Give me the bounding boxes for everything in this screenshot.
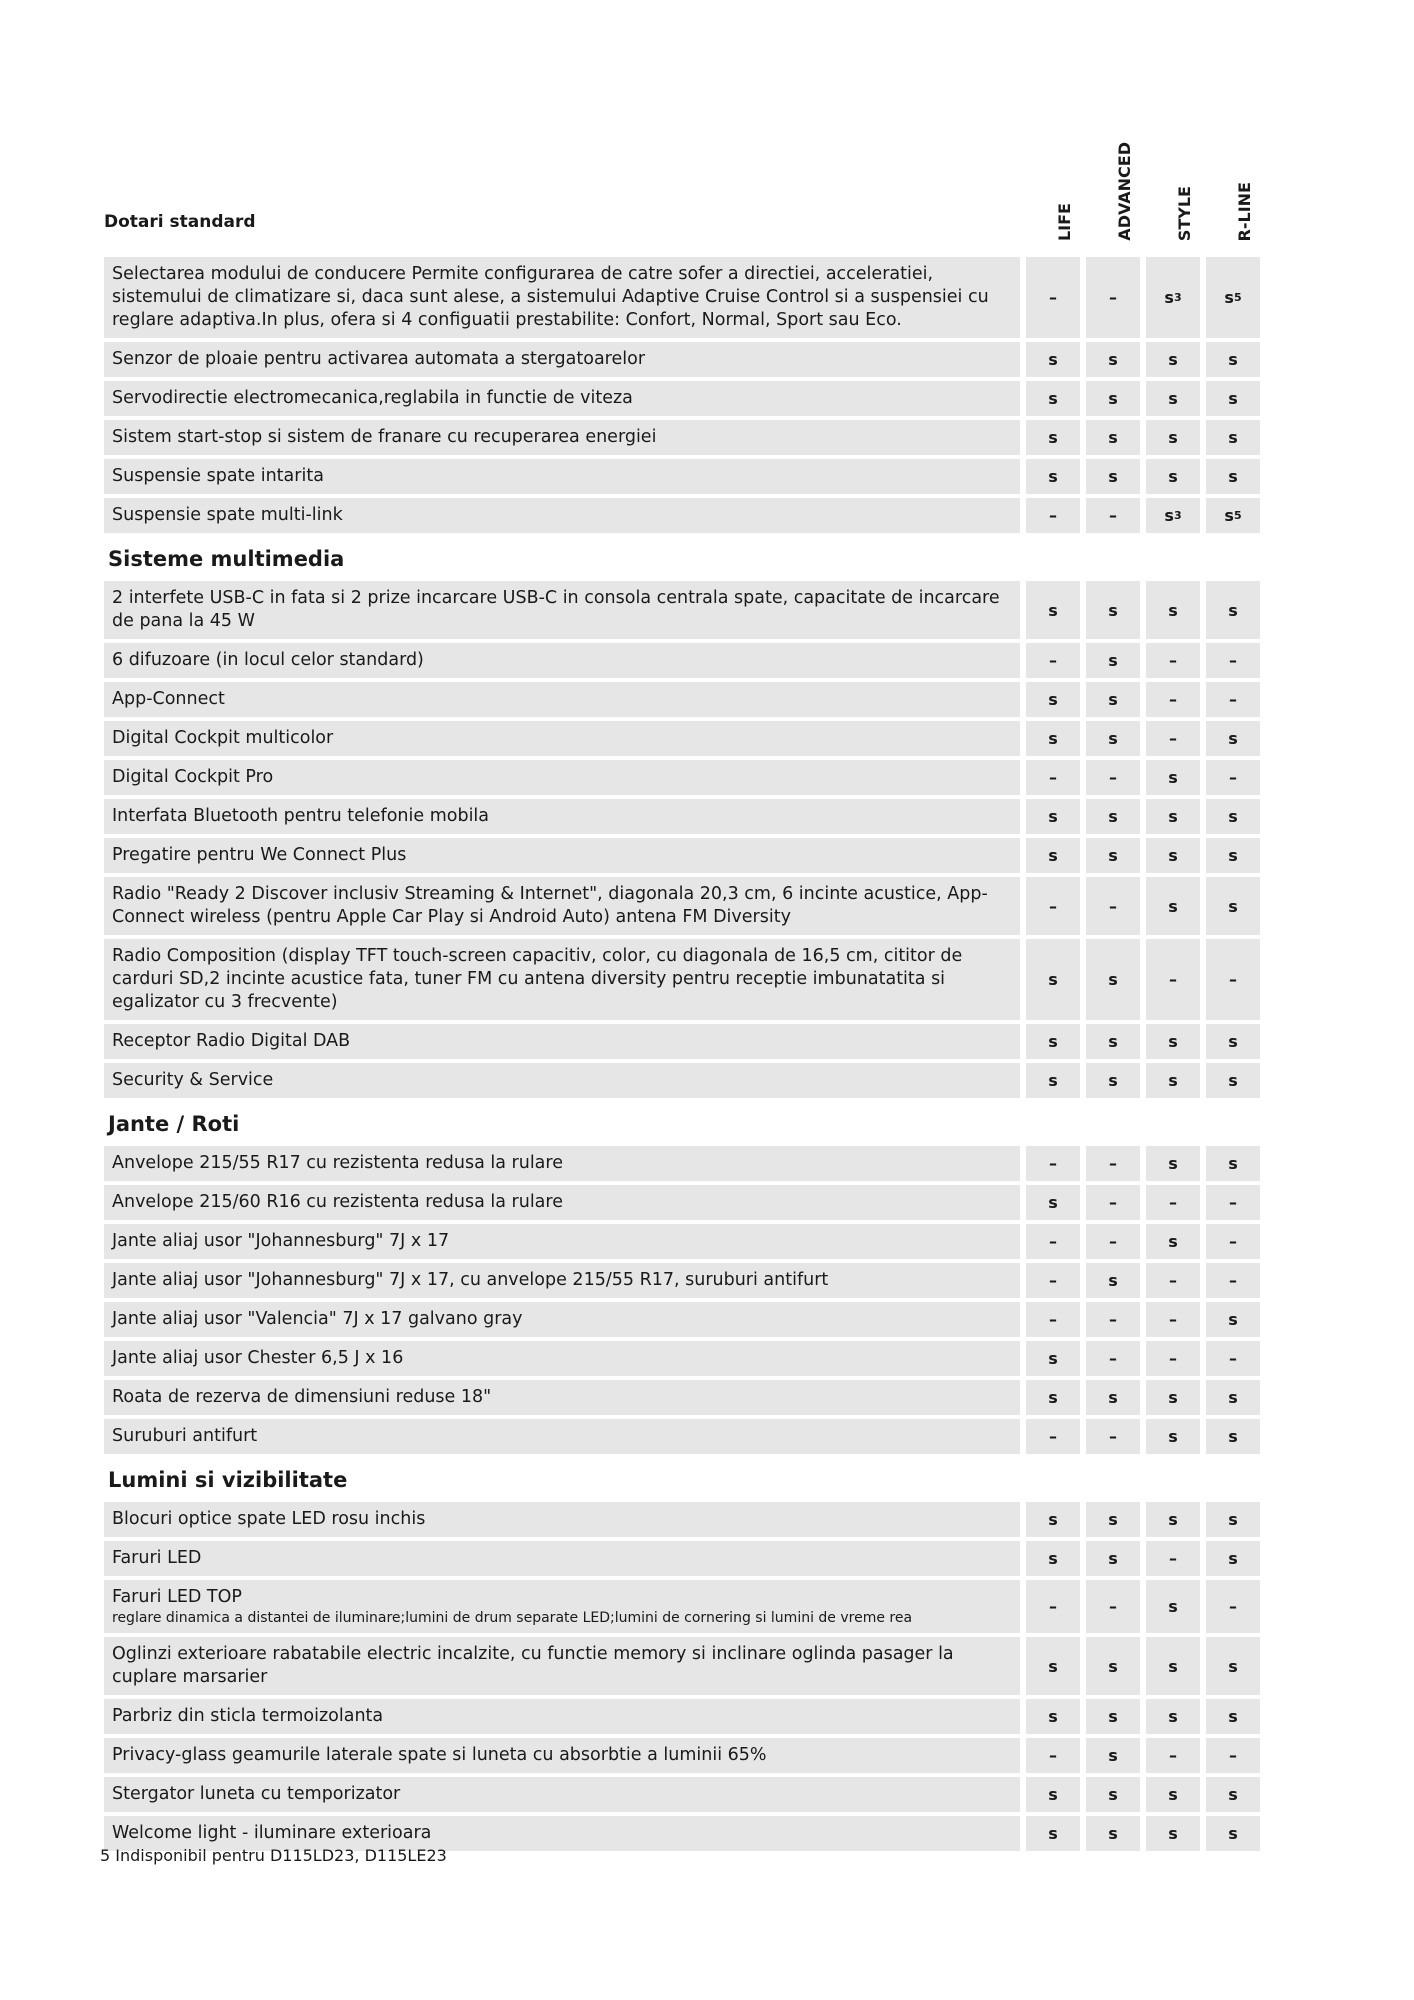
table-row	[104, 1738, 1322, 1773]
availability-cell: –	[1206, 939, 1260, 1020]
availability-cell: s	[1086, 459, 1140, 494]
availability-cell: s	[1146, 342, 1200, 377]
availability-cell: –	[1026, 1146, 1080, 1181]
availability-cell: s	[1086, 1816, 1140, 1851]
availability-cell: s	[1206, 838, 1260, 873]
table-row	[104, 498, 1322, 533]
availability-cell: s	[1086, 420, 1140, 455]
availability-cell: –	[1026, 1419, 1080, 1454]
availability-cell: s	[1026, 1380, 1080, 1415]
feature-cell	[104, 381, 1020, 416]
availability-cell: s	[1026, 1341, 1080, 1376]
availability-cell: –	[1206, 1185, 1260, 1220]
table-row	[104, 721, 1322, 756]
feature-cell	[104, 1024, 1020, 1059]
availability-cell: –	[1146, 682, 1200, 717]
availability-cell: s	[1086, 1738, 1140, 1773]
availability-cell: s	[1026, 838, 1080, 873]
feature-label: Welcome light - iluminare exterioara	[112, 1823, 432, 1843]
feature-label: 6 difuzoare (in locul celor standard)	[112, 650, 424, 670]
feature-cell	[104, 1146, 1020, 1181]
availability-cell: –	[1026, 498, 1080, 533]
availability-cell: –	[1086, 1146, 1140, 1181]
availability-cell: s	[1146, 1419, 1200, 1454]
table-row	[104, 877, 1322, 935]
availability-cell: s	[1146, 420, 1200, 455]
feature-label: Jante aliaj usor "Valencia" 7J x 17 galvano gray	[112, 1309, 523, 1329]
availability-cell: s	[1026, 799, 1080, 834]
availability-cell: –	[1086, 257, 1140, 338]
feature-label: Faruri LED	[112, 1548, 202, 1568]
availability-cell: –	[1086, 1341, 1140, 1376]
feature-label: Suspensie spate intarita	[112, 466, 324, 486]
availability-cell: –	[1026, 1302, 1080, 1337]
feature-cell	[104, 877, 1020, 935]
availability-cell: –	[1026, 257, 1080, 338]
feature-label: Digital Cockpit multicolor	[112, 728, 334, 748]
availability-cell: s	[1146, 1502, 1200, 1537]
feature-cell	[104, 721, 1020, 756]
availability-cell: s	[1206, 581, 1260, 639]
feature-label: Interfata Bluetooth pentru telefonie mobila	[112, 806, 490, 826]
table-row	[104, 1024, 1322, 1059]
availability-cell: –	[1206, 643, 1260, 678]
feature-cell	[104, 1302, 1020, 1337]
feature-cell	[104, 257, 1020, 338]
availability-cell: –	[1026, 1263, 1080, 1298]
availability-cell: –	[1086, 1224, 1140, 1259]
feature-label: Selectarea modului de conducere Permite configurarea de catre sofer a directiei, acceleratiei, sistemului de climatizare si, daca sunt alese, a sistemului Adaptive Cruise Control si a suspensiei cu reglare adaptiva.In plus, ofera si 4 configuatii prestabilite: Confort, Normal, Sport sau Eco.	[112, 264, 989, 330]
feature-cell	[104, 1738, 1020, 1773]
availability-cell: s	[1206, 721, 1260, 756]
availability-cell: s	[1086, 1541, 1140, 1576]
table-row	[104, 1185, 1322, 1220]
availability-cell: s	[1146, 838, 1200, 873]
availability-cell: –	[1146, 1185, 1200, 1220]
feature-cell	[104, 643, 1020, 678]
availability-cell: s	[1206, 459, 1260, 494]
availability-cell: s	[1206, 1816, 1260, 1851]
feature-cell	[104, 838, 1020, 873]
availability-cell: s	[1086, 1063, 1140, 1098]
feature-label: Senzor de ploaie pentru activarea automata a stergatoarelor	[112, 349, 646, 369]
availability-cell: –	[1206, 760, 1260, 795]
availability-cell: s	[1206, 1637, 1260, 1695]
availability-cell: s	[1206, 1699, 1260, 1734]
availability-cell: –	[1146, 721, 1200, 756]
feature-cell	[104, 342, 1020, 377]
availability-cell: –	[1086, 760, 1140, 795]
availability-cell: s	[1146, 381, 1200, 416]
feature-cell	[104, 459, 1020, 494]
feature-label: Jante aliaj usor "Johannesburg" 7J x 17, cu anvelope 215/55 R17, suruburi antifurt	[112, 1270, 829, 1290]
availability-cell: –	[1086, 1302, 1140, 1337]
feature-label: Digital Cockpit Pro	[112, 767, 274, 787]
availability-cell: s	[1026, 1502, 1080, 1537]
table-row	[104, 1146, 1322, 1181]
availability-cell: s	[1146, 1580, 1200, 1633]
table-row	[104, 643, 1322, 678]
feature-label: Receptor Radio Digital DAB	[112, 1031, 351, 1051]
availability-cell: –	[1206, 1341, 1260, 1376]
availability-cell: –	[1146, 1302, 1200, 1337]
feature-label: Stergator luneta cu temporizator	[112, 1784, 401, 1804]
availability-cell: –	[1026, 877, 1080, 935]
availability-cell: s	[1146, 1024, 1200, 1059]
table-row	[104, 1699, 1322, 1734]
availability-cell: s	[1146, 1224, 1200, 1259]
availability-cell: s	[1086, 1380, 1140, 1415]
availability-cell: s	[1086, 721, 1140, 756]
availability-cell: –	[1206, 682, 1260, 717]
column-header-style: STYLE	[1174, 185, 1194, 241]
feature-label: Faruri LED TOP	[112, 1587, 242, 1607]
availability-cell: –	[1026, 643, 1080, 678]
availability-cell: –	[1086, 1185, 1140, 1220]
table-body	[104, 257, 1322, 1851]
availability-cell: –	[1086, 1419, 1140, 1454]
table-row	[104, 838, 1322, 873]
feature-label: Servodirectie electromecanica,reglabila in functie de viteza	[112, 388, 633, 408]
column-header-r-line: R-LINE	[1234, 181, 1254, 241]
feature-label: Jante aliaj usor "Johannesburg" 7J x 17	[112, 1231, 450, 1251]
feature-cell	[104, 1699, 1020, 1734]
availability-cell: s	[1206, 1502, 1260, 1537]
availability-cell: s	[1146, 1146, 1200, 1181]
feature-label: Suspensie spate multi-link	[112, 505, 343, 525]
feature-label: Suruburi antifurt	[112, 1426, 258, 1446]
availability-cell: s	[1086, 939, 1140, 1020]
feature-cell	[104, 420, 1020, 455]
availability-cell: –	[1086, 877, 1140, 935]
table-row	[104, 1637, 1322, 1695]
feature-cell	[104, 1224, 1020, 1259]
availability-cell: –	[1026, 760, 1080, 795]
availability-cell: s	[1026, 381, 1080, 416]
availability-cell: s	[1206, 1541, 1260, 1576]
availability-cell: –	[1206, 1224, 1260, 1259]
availability-cell: s	[1026, 939, 1080, 1020]
table-row	[104, 1502, 1322, 1537]
feature-cell	[104, 682, 1020, 717]
table-row	[104, 760, 1322, 795]
table-row	[104, 1777, 1322, 1812]
table-row	[104, 1224, 1322, 1259]
availability-cell: –	[1026, 1580, 1080, 1633]
table-row	[104, 1263, 1322, 1298]
feature-label: Parbriz din sticla termoizolanta	[112, 1706, 384, 1726]
table-row	[104, 257, 1322, 338]
availability-cell: s	[1206, 1146, 1260, 1181]
availability-cell: s	[1086, 682, 1140, 717]
availability-cell: s	[1086, 643, 1140, 678]
feature-cell	[104, 939, 1020, 1020]
availability-cell: s	[1146, 1063, 1200, 1098]
table-row	[104, 1580, 1322, 1633]
feature-cell	[104, 1541, 1020, 1576]
feature-cell	[104, 1380, 1020, 1415]
table-row	[104, 1541, 1322, 1576]
availability-cell: s	[1026, 1637, 1080, 1695]
section-title: Sisteme multimedia	[108, 547, 345, 571]
availability-cell: s	[1026, 420, 1080, 455]
table-row	[104, 682, 1322, 717]
availability-cell: s	[1086, 1777, 1140, 1812]
availability-cell: s	[1206, 1063, 1260, 1098]
feature-label: 2 interfete USB-C in fata si 2 prize incarcare USB-C in consola centrala spate, capacitate de incarcare de pana la 45 W	[112, 588, 1000, 631]
availability-cell: s	[1026, 1541, 1080, 1576]
availability-cell: s	[1146, 1380, 1200, 1415]
feature-label: Radio "Ready 2 Discover inclusiv Streaming & Internet", diagonala 20,3 cm, 6 incinte acustice, App-Connect wireless (pentru Apple Car Play si Android Auto) antena FM Diversity	[112, 884, 988, 927]
feature-cell	[104, 760, 1020, 795]
availability-cell: –	[1146, 643, 1200, 678]
availability-cell: s	[1086, 342, 1140, 377]
table-row	[104, 1419, 1322, 1454]
availability-cell: s	[1026, 459, 1080, 494]
availability-cell: s	[1026, 1185, 1080, 1220]
availability-cell: s	[1206, 1024, 1260, 1059]
feature-label: Privacy-glass geamurile laterale spate si luneta cu absorbtie a luminii 65%	[112, 1745, 767, 1765]
feature-label: Roata de rezerva de dimensiuni reduse 18"	[112, 1387, 492, 1407]
table-row	[104, 1063, 1322, 1098]
availability-cell: s	[1026, 721, 1080, 756]
availability-cell: s 5	[1206, 257, 1260, 338]
availability-cell: s	[1146, 1816, 1200, 1851]
feature-cell	[104, 1341, 1020, 1376]
availability-cell: s	[1026, 1777, 1080, 1812]
feature-label: Radio Composition (display TFT touch-screen capacitiv, color, cu diagonala de 16,5 cm, cititor de carduri SD,2 incinte acustice fata, tuner FM cu antena diversity pentru receptie imbunatatita si egalizator cu 3 frecvente)	[112, 946, 963, 1012]
availability-cell: s	[1026, 581, 1080, 639]
feature-label: Oglinzi exterioare rabatabile electric incalzite, cu functie memory si inclinare oglinda pasager la cuplare marsarier	[112, 1644, 954, 1687]
column-header-life: LIFE	[1054, 202, 1074, 241]
availability-cell: s	[1146, 799, 1200, 834]
availability-cell: s	[1146, 1777, 1200, 1812]
feature-cell	[104, 1419, 1020, 1454]
table-row	[104, 1302, 1322, 1337]
availability-cell: –	[1086, 1580, 1140, 1633]
availability-cell: s	[1206, 799, 1260, 834]
availability-cell: –	[1146, 1738, 1200, 1773]
availability-cell: s	[1026, 1816, 1080, 1851]
table-row	[104, 1341, 1322, 1376]
feature-cell	[104, 1580, 1020, 1633]
availability-cell: s	[1206, 420, 1260, 455]
equipment-table	[104, 142, 1322, 1855]
footnote: 5 Indisponibil pentru D115LD23, D115LE23	[100, 1846, 447, 1865]
availability-cell: s	[1026, 1063, 1080, 1098]
feature-label: Sistem start-stop si sistem de franare cu recuperarea energiei	[112, 427, 657, 447]
feature-label: Pregatire pentru We Connect Plus	[112, 845, 407, 865]
availability-cell: –	[1146, 1341, 1200, 1376]
availability-cell: s	[1206, 381, 1260, 416]
availability-cell: s	[1086, 1699, 1140, 1734]
availability-cell: s	[1206, 1380, 1260, 1415]
feature-cell	[104, 1263, 1020, 1298]
table-row	[104, 1380, 1322, 1415]
availability-cell: s	[1086, 1502, 1140, 1537]
table-title: Dotari standard	[104, 212, 256, 232]
column-header-advanced: ADVANCED	[1114, 142, 1134, 241]
availability-cell: –	[1026, 1738, 1080, 1773]
availability-cell: –	[1206, 1580, 1260, 1633]
availability-cell: s	[1026, 1699, 1080, 1734]
availability-cell: s	[1146, 581, 1200, 639]
availability-cell: –	[1086, 498, 1140, 533]
availability-cell: s	[1086, 1637, 1140, 1695]
availability-cell: s 3	[1146, 257, 1200, 338]
feature-cell	[104, 1777, 1020, 1812]
availability-cell: –	[1146, 1541, 1200, 1576]
feature-sublabel: reglare dinamica a distantei de iluminare;lumini de drum separate LED;lumini de cornering si lumini de vreme rea	[112, 1610, 913, 1626]
availability-cell: s	[1206, 1419, 1260, 1454]
feature-label: Jante aliaj usor Chester 6,5 J x 16	[112, 1348, 404, 1368]
availability-cell: s	[1086, 1024, 1140, 1059]
table-row	[104, 342, 1322, 377]
availability-cell: –	[1026, 1224, 1080, 1259]
table-row	[104, 799, 1322, 834]
section-title: Lumini si vizibilitate	[108, 1468, 348, 1492]
feature-label: Security & Service	[112, 1070, 274, 1090]
availability-cell: s	[1206, 1777, 1260, 1812]
availability-cell: s	[1206, 342, 1260, 377]
section-title: Jante / Roti	[108, 1112, 240, 1136]
table-header	[104, 142, 1322, 257]
availability-cell: s	[1086, 581, 1140, 639]
availability-cell: –	[1206, 1263, 1260, 1298]
availability-cell: s 3	[1146, 498, 1200, 533]
availability-cell: s	[1026, 1024, 1080, 1059]
availability-cell: s	[1146, 1637, 1200, 1695]
availability-cell: s	[1086, 838, 1140, 873]
feature-cell	[104, 1185, 1020, 1220]
feature-label: Blocuri optice spate LED rosu inchis	[112, 1509, 426, 1529]
table-row	[104, 939, 1322, 1020]
feature-label: Anvelope 215/60 R16 cu rezistenta redusa la rulare	[112, 1192, 563, 1212]
feature-label: Anvelope 215/55 R17 cu rezistenta redusa la rulare	[112, 1153, 563, 1173]
table-row	[104, 420, 1322, 455]
availability-cell: s	[1086, 799, 1140, 834]
feature-cell	[104, 799, 1020, 834]
availability-cell: s 5	[1206, 498, 1260, 533]
table-row	[104, 459, 1322, 494]
feature-label: App-Connect	[112, 689, 225, 709]
availability-cell: s	[1146, 459, 1200, 494]
availability-cell: s	[1146, 760, 1200, 795]
availability-cell: s	[1026, 342, 1080, 377]
availability-cell: s	[1086, 381, 1140, 416]
availability-cell: s	[1086, 1263, 1140, 1298]
availability-cell: s	[1146, 1699, 1200, 1734]
availability-cell: s	[1206, 877, 1260, 935]
availability-cell: –	[1206, 1738, 1260, 1773]
feature-cell	[104, 581, 1020, 639]
table-row	[104, 381, 1322, 416]
table-row	[104, 581, 1322, 639]
availability-cell: –	[1146, 1263, 1200, 1298]
feature-cell	[104, 498, 1020, 533]
availability-cell: s	[1026, 682, 1080, 717]
availability-cell: s	[1146, 877, 1200, 935]
feature-cell	[104, 1063, 1020, 1098]
availability-cell: –	[1146, 939, 1200, 1020]
feature-cell	[104, 1637, 1020, 1695]
availability-cell: s	[1206, 1302, 1260, 1337]
feature-cell	[104, 1502, 1020, 1537]
